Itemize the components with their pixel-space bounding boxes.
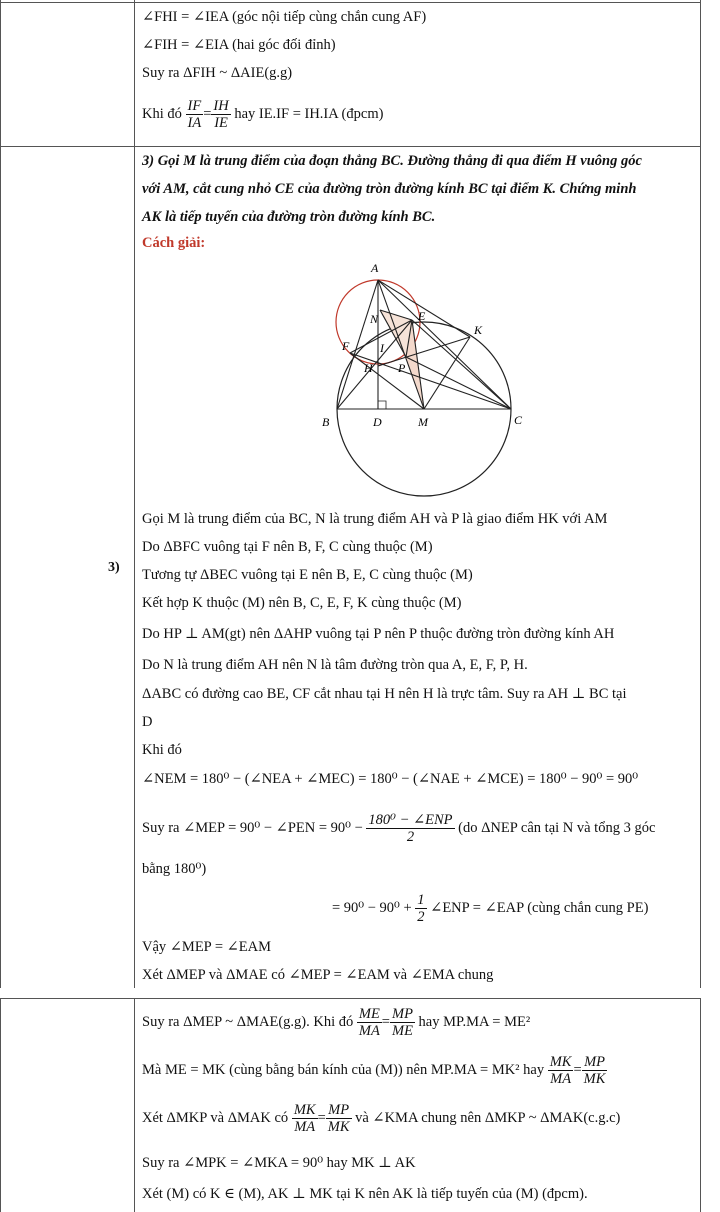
text-line: Xét (M) có K ∈ (M), AK ⊥ MK tại K nên AK là tiếp tuyến của (M) (đpcm). <box>142 1186 588 1202</box>
table-border-left <box>0 0 1 988</box>
table-border-top <box>0 2 700 3</box>
row-label: 3) <box>108 560 120 575</box>
label-k: K <box>474 323 483 337</box>
text-segment: (do ΔNEP cân tại N và tổng 3 góc <box>458 819 656 836</box>
table-border-right-2 <box>700 998 701 1212</box>
text-segment: Mà ME = MK (cùng bằng bán kính của (M)) nên MP.MA = MK² hay <box>142 1061 545 1078</box>
text-line: D <box>142 714 153 730</box>
text-line: Do HP ⊥ AM(gt) nên ΔAHP vuông tại P nên P thuộc đường tròn đường kính AH <box>142 626 615 642</box>
table-border-row <box>0 146 700 147</box>
fraction-den: ME <box>391 1023 413 1039</box>
fraction <box>292 1102 318 1135</box>
fraction-num: MP <box>326 1102 352 1119</box>
text-line: Kết hợp K thuộc (M) nên B, C, E, F, K cùng thuộc (M) <box>142 595 462 611</box>
text-line: Gọi M là trung điểm của BC, N là trung điểm AH và P là giao điểm HK với AM <box>142 511 608 527</box>
fraction <box>548 1054 574 1087</box>
fraction-den: MA <box>358 1023 380 1039</box>
text-line: Vậy ∠MEP = ∠EAM <box>142 939 272 955</box>
text-line-fraction: Xét ΔMKP và ΔMAK có $\frac{MK}{MA}$ = $\frac{MP}{MK}$ và ∠KMA chung nên ΔMKP ~ ΔMAK(c.g.c) <box>142 1102 621 1135</box>
label-a: A <box>371 261 379 275</box>
fraction-num: 1 <box>417 892 425 908</box>
fraction <box>211 98 230 131</box>
text-segment: ∠ENP = ∠EAP (cùng chắn cung PE) <box>430 899 649 916</box>
text-segment: hay MP.MA = ME² <box>418 1013 531 1030</box>
text-segment: Suy ra ΔMEP ~ ΔMAE(g.g). Khi đó <box>142 1013 354 1030</box>
label-e: E <box>418 309 426 323</box>
text-line: ∠FIH = ∠EIA (hai góc đối đỉnh) <box>142 37 336 53</box>
text-line: Tương tự ΔBEC vuông tại E nên B, E, C cùng thuộc (M) <box>142 567 473 583</box>
fraction-num: ME <box>358 1006 380 1022</box>
table-border-top-2 <box>0 998 700 999</box>
fraction-den: 2 <box>406 829 415 845</box>
text-line-fraction <box>142 812 655 845</box>
label-f: F <box>342 339 350 353</box>
fraction-den: IA <box>187 115 202 131</box>
text-line: Xét ΔMEP và ΔMAE có ∠MEP = ∠EAM và ∠EMA chung <box>142 967 494 983</box>
label-i: I <box>380 341 384 355</box>
label-n: N <box>370 312 379 326</box>
text-segment: = 90⁰ − 90⁰ + <box>332 899 412 916</box>
page-break <box>0 988 720 998</box>
problem-line: AK là tiếp tuyến của đường tròn đường kính BC. <box>142 209 436 225</box>
text-segment: và ∠KMA chung nên ΔMKP ~ ΔMAK(c.g.c) <box>355 1109 621 1126</box>
problem-line: 3) Gọi M là trung điểm của đoạn thẳng BC. Đường thẳng đi qua điểm H vuông góc <box>142 153 642 169</box>
solution-heading: Cách giải: <box>142 235 206 251</box>
fraction-num: MP <box>582 1054 608 1071</box>
fraction <box>582 1054 608 1087</box>
label-b: B <box>322 415 330 429</box>
text-segment: Suy ra ∠MEP = 90⁰ − ∠PEN = 90⁰ − <box>142 819 363 836</box>
table-border-right <box>700 0 701 988</box>
problem-line: với AM, cắt cung nhỏ CE của đường tròn đường kính BC tại điểm K. Chứng minh <box>142 181 637 197</box>
text-line: ∠NEM = 180⁰ − (∠NEA + ∠MEC) = 180⁰ − (∠NAE + ∠MCE) = 180⁰ − 90⁰ = 90⁰ <box>142 771 639 787</box>
text-segment: Xét ΔMKP và ΔMAK có <box>142 1109 289 1126</box>
fraction-num: IF <box>187 98 202 114</box>
text-line: Do N là trung điểm AH nên N là tâm đường tròn qua A, E, F, P, H. <box>142 657 528 673</box>
text-line-fraction <box>332 892 648 925</box>
text-line: Suy ra ΔFIH ~ ΔAIE(g.g) <box>142 65 293 81</box>
text-segment: Khi đó <box>142 105 182 122</box>
label-c: C <box>514 413 523 427</box>
fraction <box>366 812 454 845</box>
text-line: Do ΔBFC vuông tại F nên B, F, C cùng thuộc (M) <box>142 539 433 555</box>
fraction-num: 180⁰ − ∠ENP <box>368 812 453 828</box>
text-line-fraction: Suy ra ΔMEP ~ ΔMAE(g.g). Khi đó $\frac{ME}{MA}$ = $\frac{MP}{ME}$ hay MP.MA = ME² <box>142 1006 531 1039</box>
text-line: ∠FHI = ∠IEA (góc nội tiếp cùng chắn cung AF) <box>142 9 427 25</box>
fraction <box>357 1006 382 1039</box>
text-line: Khi đó <box>142 742 182 758</box>
fraction-den: MK <box>327 1119 350 1135</box>
table-border-col <box>134 0 135 988</box>
text-line: ΔABC có đường cao BE, CF cắt nhau tại H nên H là trực tâm. Suy ra AH ⊥ BC tại <box>142 686 627 702</box>
text-segment: hay IE.IF = IH.IA (đpcm) <box>234 105 384 122</box>
fraction <box>326 1102 352 1135</box>
fraction <box>415 892 426 925</box>
text-line: Suy ra ∠MPK = ∠MKA = 90⁰ hay MK ⊥ AK <box>142 1155 416 1171</box>
fraction <box>390 1006 415 1039</box>
fraction-den: MA <box>550 1071 572 1087</box>
fraction-den: MA <box>294 1119 316 1135</box>
fraction-den: 2 <box>417 909 425 925</box>
label-p: P <box>398 361 406 375</box>
fraction-num: MK <box>549 1054 572 1070</box>
text-line-fraction: Mà ME = MK (cùng bằng bán kính của (M)) nên MP.MA = MK² hay $\frac{MK}{MA}$ = $\frac{MP}{MK}$ <box>142 1054 606 1087</box>
fraction-num: MK <box>293 1102 316 1118</box>
fraction-den: MK <box>583 1071 606 1087</box>
table-border-left-2 <box>0 998 1 1212</box>
fraction <box>186 98 204 131</box>
text-line-fraction: Khi đó $\frac{IF}{IA}$ = $\frac{IH}{IE}$ hay IE.IF = IH.IA (đpcm) <box>142 98 384 131</box>
table-border-col-2 <box>134 998 135 1212</box>
label-d: D <box>373 415 382 429</box>
geometry-figure <box>300 258 540 508</box>
fraction-den: IE <box>214 115 228 131</box>
text-line: bằng 180⁰) <box>142 861 207 877</box>
label-h: H <box>364 361 373 375</box>
fraction-num: IH <box>213 98 229 114</box>
fraction-num: MP <box>391 1006 413 1022</box>
label-m: M <box>418 415 428 429</box>
